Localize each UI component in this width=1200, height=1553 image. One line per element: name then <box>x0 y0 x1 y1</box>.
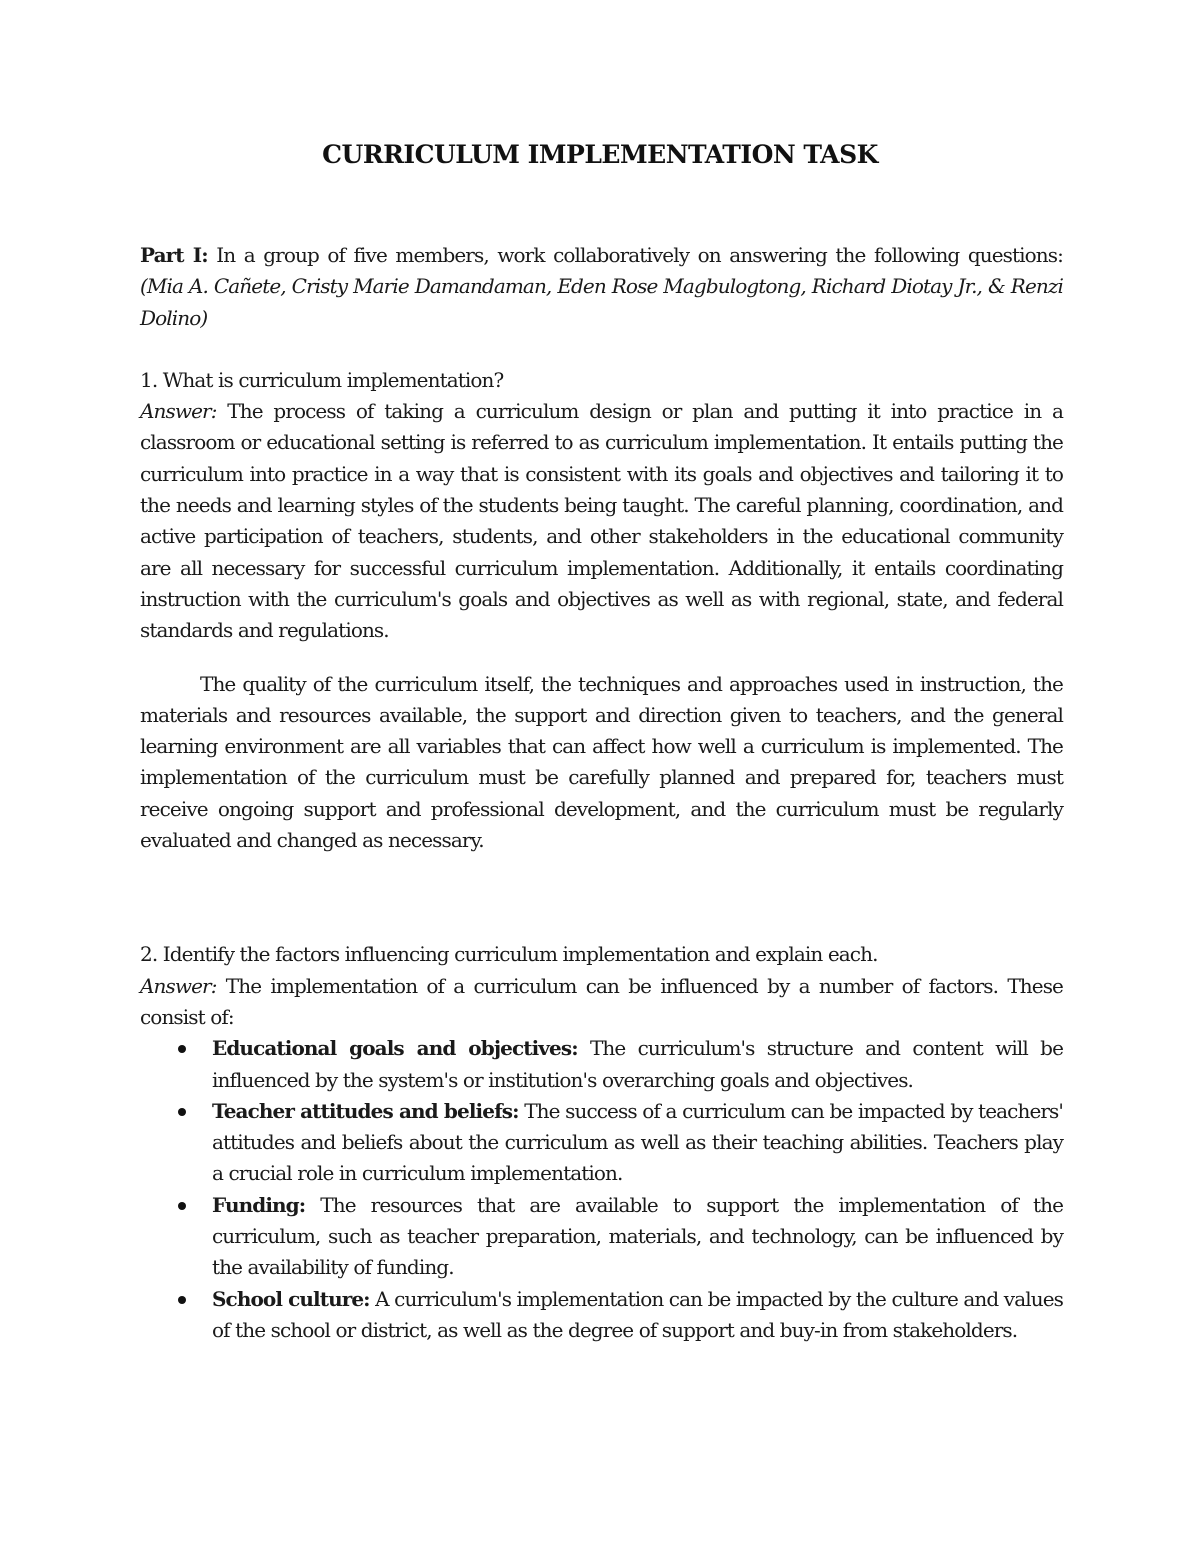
factor-term: Teacher attitudes and beliefs: <box>212 1098 519 1123</box>
answer-1-paragraph-2: The quality of the curriculum itself, the techniques and approaches used in instruction, the materials and resources available, the support and direction given to teachers, and the general learning environment are all variables that can affect how well a curriculum is implemented. The implementation of the curriculum must be carefully planned and prepared for, teachers must receive ongoing support and professional development, and the curriculum must be regularly evaluated and changed as necessary. <box>140 671 1063 853</box>
list-item <box>140 1190 1063 1284</box>
question-2: 2. Identify the factors influencing curriculum implementation and explain each. <box>140 942 878 967</box>
factor-term: Funding: <box>212 1192 306 1217</box>
factor-text: The resources that are available to support the implementation of the curriculum, such as teacher preparation, materials, and technology, can be influenced by the availability of funding. <box>212 1192 1063 1280</box>
document-body <box>140 240 1063 1346</box>
answer-2-text: The implementation of a curriculum can be influenced by a number of factors. These consist of: <box>140 973 1063 1029</box>
factor-term: School culture: <box>212 1286 370 1311</box>
answer-1 <box>140 396 1063 646</box>
list-item <box>140 1033 1063 1096</box>
factor-text: The success of a curriculum can be impacted by teachers' attitudes and beliefs about the curriculum as well as their teaching abilities. Teachers play a crucial role in curriculum implementation. <box>212 1098 1063 1186</box>
part-instruction <box>140 240 1063 334</box>
part-label: Part I: <box>140 243 208 267</box>
part-instruction-text: In a group of five members, work collaboratively on answering the following questions: <box>207 243 1063 267</box>
bullet-icon <box>178 1296 186 1304</box>
answer-2 <box>140 971 1063 1034</box>
factor-term: Educational goals and objectives: <box>212 1036 578 1061</box>
answer-2-label: Answer: <box>140 973 217 998</box>
list-item <box>140 1284 1063 1347</box>
factor-text: A curriculum's implementation can be impacted by the culture and values of the school or district, as well as the degree of support and buy-in from stakeholders. <box>212 1286 1063 1342</box>
factors-list <box>140 1033 1063 1346</box>
document-title: CURRICULUM IMPLEMENTATION TASK <box>322 140 878 169</box>
answer-1-text: The process of taking a curriculum design or plan and putting it into practice in a classroom or educational setting is referred to as curriculum implementation. It entails putting the curriculum into practice in a way that is consistent with its goals and objectives and tailoring it to the needs and learning styles of the students being taught. The careful planning, coordination, and active participation of teachers, students, and other stakeholders in the educational community are all necessary for successful curriculum implementation. Additionally, it entails coordinating instruction with the curriculum's goals and objectives as well as with regional, state, and federal standards and regulations. <box>140 399 1063 643</box>
list-item <box>140 1096 1063 1190</box>
bullet-icon <box>178 1108 186 1116</box>
bullet-icon <box>178 1202 186 1210</box>
factor-text: The curriculum's structure and content will be influenced by the system's or institution's overarching goals and objectives. <box>212 1036 1064 1092</box>
group-members: (Mia A. Cañete, Cristy Marie Damandaman, Eden Rose Magbulogtong, Richard Diotay Jr., & Renzi Dolino) <box>140 274 1063 330</box>
question-1: 1. What is curriculum implementation? <box>140 367 504 392</box>
bullet-icon <box>178 1045 186 1053</box>
answer-1-label: Answer: <box>140 399 217 424</box>
